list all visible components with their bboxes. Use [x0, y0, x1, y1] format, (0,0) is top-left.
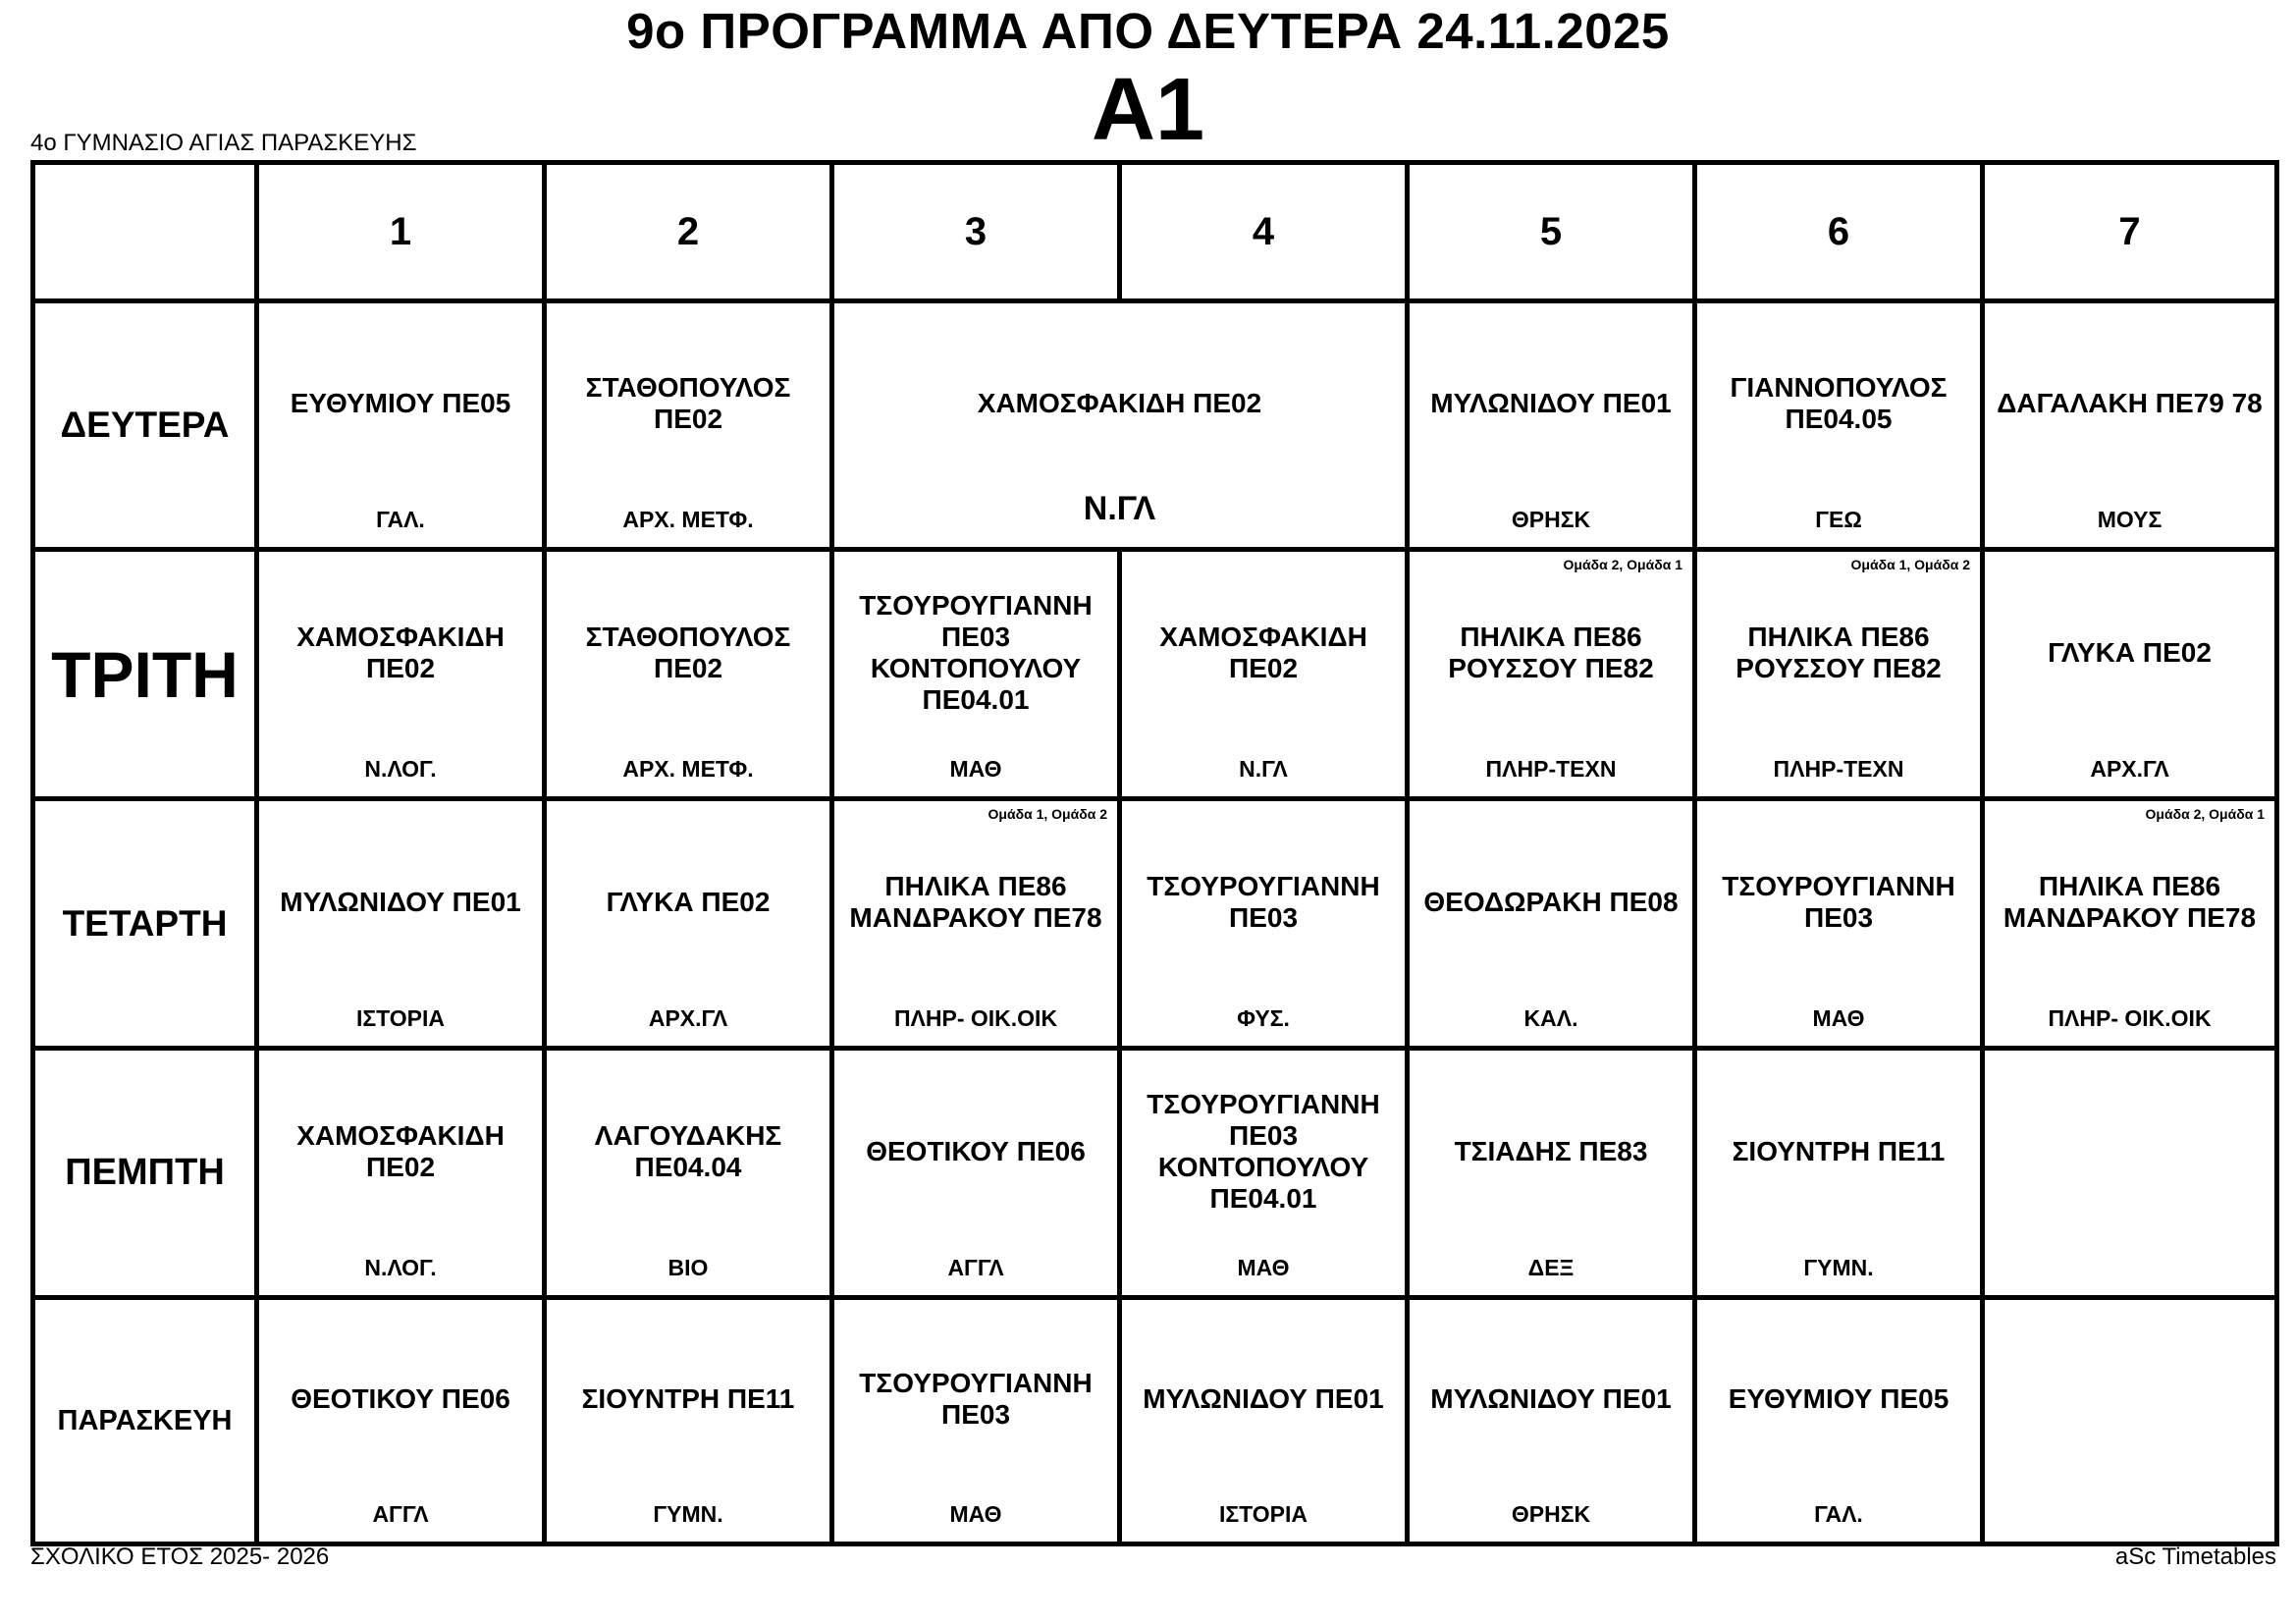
teacher-name: ΕΥΘΥΜΙΟΥ ΠΕ05 [1728, 1383, 1949, 1414]
subject-name: ΙΣΤΟΡΙΑ [355, 1005, 446, 1031]
subject-name: Ν.ΓΛ [1239, 756, 1288, 782]
subject-name: ΜΑΘ [1812, 1005, 1865, 1031]
period-header-6 [1697, 165, 1980, 298]
subject-name: ΑΡΧ. ΜΕΤΦ. [622, 507, 754, 532]
subject-name: ΘΡΗΣΚ [1511, 1501, 1591, 1527]
lesson-cell [1410, 801, 1692, 1046]
subject-name: ΙΣΤΟΡΙΑ [1218, 1501, 1308, 1527]
lesson-cell [547, 303, 829, 547]
day-label-monday [35, 303, 254, 547]
lesson-cell [834, 801, 1117, 1046]
teacher-name: ΘΕΟΤΙΚΟΥ ΠΕ06 [291, 1383, 510, 1414]
lesson-cell [547, 1051, 829, 1295]
period-number: 3 [964, 209, 988, 253]
empty-cell [1985, 1300, 2274, 1542]
teacher-name: ΜΥΛΩΝΙΔΟΥ ΠΕ01 [1143, 1383, 1384, 1414]
period-header-3 [834, 165, 1117, 298]
lesson-cell [259, 303, 542, 547]
subject-name: ΓΥΜΝ. [1803, 1255, 1874, 1280]
lesson-cell [259, 1300, 542, 1542]
teacher-name: ΓΙΑΝΝΟΠΟΥΛΟΣ ΠΕ04.05 [1730, 372, 1948, 434]
teacher-name: ΜΥΛΩΝΙΔΟΥ ΠΕ01 [1430, 1383, 1672, 1414]
period-number: 4 [1252, 209, 1275, 253]
subject-name: ΜΑΘ [1237, 1255, 1290, 1280]
school-name: 4ο ΓΥΜΝΑΣΙΟ ΑΓΙΑΣ ΠΑΡΑΣΚΕΥΗΣ [30, 130, 417, 156]
teacher-name: ΛΑΓΟΥΔΑΚΗΣ ΠΕ04.04 [594, 1119, 782, 1182]
subject-name: ΔΕΞ [1527, 1255, 1575, 1280]
lesson-cell [259, 1051, 542, 1295]
lesson-cell [259, 801, 542, 1046]
subject-name: ΠΛΗΡ-ΤΕΧΝ [1773, 756, 1904, 782]
period-number: 7 [2118, 209, 2141, 253]
lesson-cell [834, 1051, 1117, 1295]
lesson-cell [1410, 552, 1692, 796]
lesson-cell [1122, 552, 1405, 796]
teacher-name: ΘΕΟΔΩΡΑΚΗ ΠΕ08 [1423, 886, 1679, 917]
subject-name: ΦΥΣ. [1237, 1005, 1290, 1031]
teacher-name: ΣΤΑΘΟΠΟΥΛΟΣ ΠΕ02 [585, 372, 791, 434]
group-label: Ομάδα 1, Ομάδα 2 [1850, 557, 1970, 572]
day-label-wednesday [35, 801, 254, 1046]
day-label-friday [35, 1300, 254, 1542]
day-name: ΠΑΡΑΣΚΕΥΗ [57, 1404, 233, 1436]
subject-name: ΠΛΗΡ- ΟΙΚ.ΟΙΚ [893, 1005, 1058, 1031]
lesson-cell [1410, 1300, 1692, 1542]
period-number: 2 [676, 209, 700, 253]
teacher-name: ΤΣΟΥΡΟΥΓΙΑΝΝΗ ΠΕ03 ΚΟΝΤΟΠΟΥΛΟΥ ΠΕ04.01 [859, 589, 1093, 715]
group-label: Ομάδα 2, Ομάδα 1 [2145, 806, 2265, 822]
lesson-cell [259, 552, 542, 796]
period-header-7 [1985, 165, 2274, 298]
timetable-title: 9ο ΠΡΟΓΡΑΜΜΑ ΑΠΟ ΔΕΥΤΕΡΑ 24.11.2025 [626, 3, 1670, 59]
teacher-name: ΠΗΛΙΚΑ ΠΕ86 ΡΟΥΣΣΟΥ ΠΕ82 [1448, 621, 1654, 683]
period-number: 5 [1539, 209, 1563, 253]
subject-name: ΑΓΓΛ [372, 1501, 429, 1527]
lesson-cell [1410, 1051, 1692, 1295]
day-name: ΤΡΙΤΗ [51, 637, 239, 711]
subject-name: ΑΡΧ. ΜΕΤΦ. [622, 756, 754, 782]
subject-name: ΑΡΧ.ΓΛ [648, 1005, 728, 1031]
subject-name: ΑΓΓΛ [947, 1255, 1004, 1280]
school-year: ΣΧΟΛΙΚΟ ΕΤΟΣ 2025- 2026 [30, 1543, 330, 1570]
lesson-cell [1697, 1051, 1980, 1295]
teacher-name: ΕΥΘΥΜΙΟΥ ΠΕ05 [290, 388, 511, 418]
subject-name: ΜΑΘ [949, 756, 1002, 782]
teacher-name: ΣΙΟΥΝΤΡΗ ΠΕ11 [1732, 1135, 1946, 1166]
teacher-name: ΤΣΟΥΡΟΥΓΙΑΝΝΗ ΠΕ03 [1147, 870, 1380, 933]
teacher-name: ΣΙΟΥΝΤΡΗ ΠΕ11 [581, 1383, 795, 1414]
period-number: 1 [389, 209, 412, 253]
software-credit: aSc Timetables [2114, 1543, 2276, 1570]
period-header-1 [259, 165, 542, 298]
lesson-cell [1697, 303, 1980, 547]
subject-name: Ν.ΛΟΓ. [364, 1255, 437, 1280]
lesson-cell [1122, 1051, 1405, 1295]
lesson-cell [547, 552, 829, 796]
subject-name: ΜΑΘ [949, 1501, 1002, 1527]
subject-name: ΑΡΧ.ΓΛ [2090, 756, 2169, 782]
period-header-4 [1122, 165, 1405, 298]
teacher-name: ΓΛΥΚΑ ΠΕ02 [2048, 636, 2212, 668]
teacher-name: ΤΣΟΥΡΟΥΓΙΑΝΝΗ ΠΕ03 [1722, 870, 1955, 933]
teacher-name: ΠΗΛΙΚΑ ΠΕ86 ΜΑΝΔΡΑΚΟΥ ΠΕ78 [2002, 870, 2257, 933]
timetable-grid [30, 160, 2279, 1546]
empty-cell [1985, 1051, 2274, 1295]
lesson-cell [1122, 1300, 1405, 1542]
lesson-cell [1985, 552, 2274, 796]
class-name: Α1 [1091, 61, 1205, 159]
lesson-cell [1410, 303, 1692, 547]
day-label-tuesday [35, 552, 254, 796]
teacher-name: ΜΥΛΩΝΙΔΟΥ ΠΕ01 [280, 886, 521, 917]
teacher-name: ΘΕΟΤΙΚΟΥ ΠΕ06 [866, 1135, 1086, 1166]
lesson-cell [1985, 303, 2274, 547]
period-number: 6 [1827, 209, 1850, 253]
lesson-cell [1122, 801, 1405, 1046]
teacher-name: ΔΑΓΑΛΑΚΗ ΠΕ79 78 [1997, 388, 2263, 418]
teacher-name: ΧΑΜΟΣΦΑΚΙΔΗ ΠΕ02 [296, 1119, 505, 1182]
period-header-5 [1410, 165, 1692, 298]
teacher-name: ΣΤΑΘΟΠΟΥΛΟΣ ΠΕ02 [585, 621, 791, 683]
teacher-name: ΓΛΥΚΑ ΠΕ02 [606, 886, 771, 917]
teacher-name: ΧΑΜΟΣΦΑΚΙΔΗ ΠΕ02 [296, 621, 505, 683]
lesson-cell [834, 1300, 1117, 1542]
teacher-name: ΧΑΜΟΣΦΑΚΙΔΗ ΠΕ02 [977, 388, 1262, 418]
subject-name: ΓΑΛ. [376, 507, 425, 532]
day-name: ΠΕΜΠΤΗ [65, 1152, 225, 1193]
lesson-cell [547, 801, 829, 1046]
subject-name: ΓΑΛ. [1814, 1501, 1863, 1527]
group-label: Ομάδα 1, Ομάδα 2 [988, 806, 1107, 822]
teacher-name: ΤΣΟΥΡΟΥΓΙΑΝΝΗ ΠΕ03 [859, 1368, 1093, 1430]
teacher-name: ΤΣΟΥΡΟΥΓΙΑΝΝΗ ΠΕ03 ΚΟΝΤΟΠΟΥΛΟΥ ΠΕ04.01 [1147, 1088, 1380, 1214]
day-name: ΤΕΤΑΡΤΗ [62, 902, 228, 944]
teacher-name: ΠΗΛΙΚΑ ΠΕ86 ΜΑΝΔΡΑΚΟΥ ΠΕ78 [849, 870, 1102, 933]
group-label: Ομάδα 2, Ομάδα 1 [1563, 557, 1682, 572]
subject-name: ΒΙΟ [667, 1255, 709, 1280]
subject-name: ΓΕΩ [1815, 507, 1862, 532]
subject-name: ΘΡΗΣΚ [1511, 507, 1591, 532]
day-label-thursday [35, 1051, 254, 1295]
teacher-name: ΧΑΜΟΣΦΑΚΙΔΗ ΠΕ02 [1159, 621, 1367, 683]
subject-name: Ν.ΓΛ [1083, 490, 1156, 527]
subject-name: ΚΑΛ. [1523, 1005, 1578, 1031]
lesson-cell [1697, 1300, 1980, 1542]
lesson-cell [1697, 801, 1980, 1046]
lesson-cell [1697, 552, 1980, 796]
subject-name: ΓΥΜΝ. [653, 1501, 723, 1527]
subject-name: ΠΛΗΡ-ΤΕΧΝ [1485, 756, 1617, 782]
lesson-cell [834, 552, 1117, 796]
teacher-name: ΠΗΛΙΚΑ ΠΕ86 ΡΟΥΣΣΟΥ ΠΕ82 [1735, 621, 1942, 683]
period-header-2 [547, 165, 829, 298]
subject-name: ΠΛΗΡ- ΟΙΚ.ΟΙΚ [2048, 1005, 2212, 1031]
lesson-cell [547, 1300, 829, 1542]
lesson-cell [1985, 801, 2274, 1046]
lesson-cell-double [834, 303, 1405, 547]
teacher-name: ΤΣΙΑΔΗΣ ΠΕ83 [1454, 1135, 1648, 1166]
day-name: ΔΕΥΤΕΡΑ [60, 405, 230, 445]
subject-name: Ν.ΛΟΓ. [364, 756, 437, 782]
subject-name: ΜΟΥΣ [2097, 507, 2163, 532]
teacher-name: ΜΥΛΩΝΙΔΟΥ ΠΕ01 [1430, 388, 1672, 418]
